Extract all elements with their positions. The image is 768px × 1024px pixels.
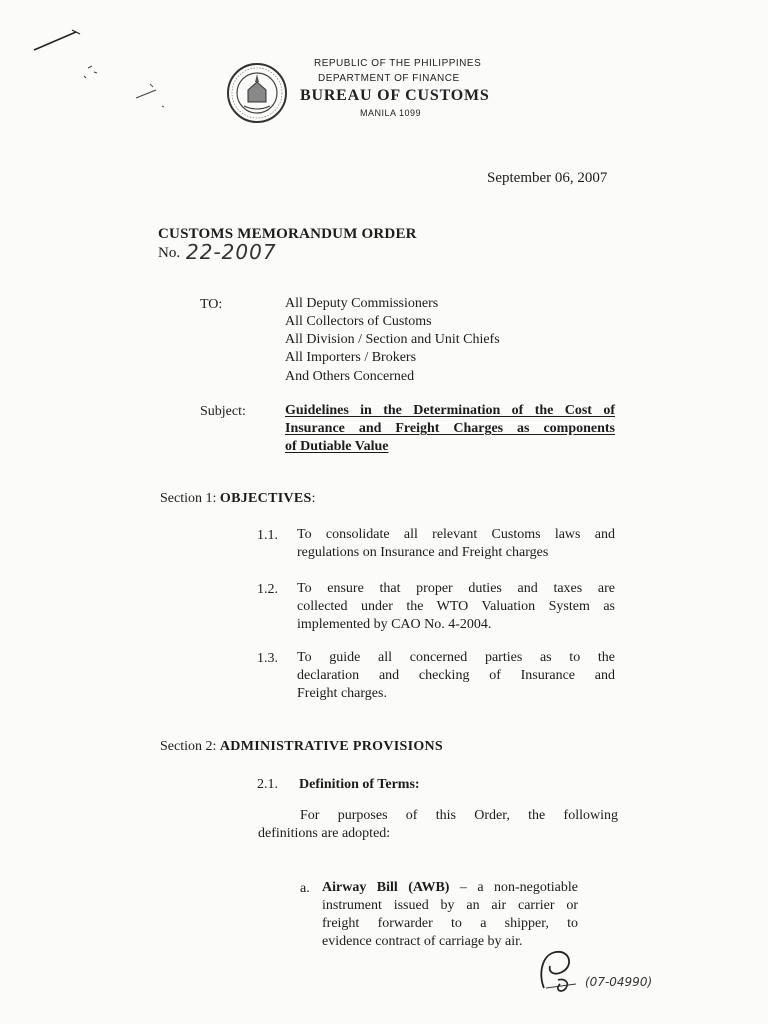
item-number: 1.1. <box>257 528 278 543</box>
item-text-line: implemented by CAO No. 4-2004. <box>297 617 492 632</box>
definition-text-line: freight forwarder to a shipper, to <box>322 916 578 931</box>
letterhead-republic: REPUBLIC OF THE PHILIPPINES <box>314 58 482 69</box>
section-1-prefix: Section 1: <box>160 491 217 506</box>
handwritten-initials-icon <box>536 944 586 998</box>
letterhead-city: MANILA 1099 <box>360 108 422 118</box>
subject-line: Insurance and Freight Charges as components <box>285 421 615 436</box>
subject-line: of Dutiable Value <box>285 439 389 454</box>
subject-label: Subject: <box>200 404 246 419</box>
bureau-seal-icon <box>226 62 288 124</box>
section-1-title: OBJECTIVES <box>219 491 312 506</box>
definition-text-line: evidence contract of carriage by air. <box>322 934 523 949</box>
item-text-line: Freight charges. <box>297 686 387 701</box>
recipient-item: All Collectors of Customs <box>285 314 432 329</box>
definition-text-line: instrument issued by an air carrier or <box>322 898 578 913</box>
recipient-item: All Deputy Commissioners <box>285 296 439 311</box>
definition-term: Airway Bill (AWB) <box>322 880 450 895</box>
item-text-line: regulations on Insurance and Freight charges <box>297 545 549 560</box>
recipient-item: All Importers / Brokers <box>285 350 417 365</box>
section-2-prefix: Section 2: <box>160 739 217 754</box>
intro-line: definitions are adopted: <box>258 826 391 841</box>
pen-mark <box>28 24 178 114</box>
letterhead-department: DEPARTMENT OF FINANCE <box>318 73 460 84</box>
document-date: September 06, 2007 <box>487 170 608 186</box>
section-2-heading <box>160 739 443 755</box>
item-number: 1.2. <box>257 582 278 597</box>
definition-text: – a non-negotiable <box>449 880 578 895</box>
item-text-line: To consolidate all relevant Customs laws and <box>297 527 615 542</box>
handwritten-reference-note: (07-04990) <box>585 975 653 989</box>
to-label: TO: <box>200 297 223 312</box>
item-text-line: collected under the WTO Valuation System as <box>297 599 615 614</box>
recipient-item: All Division / Section and Unit Chiefs <box>285 332 500 347</box>
item-text-line: declaration and checking of Insurance and <box>297 668 615 683</box>
memo-number-handwritten: 22-2007 <box>186 240 277 264</box>
section-1-colon: : <box>311 491 316 506</box>
subsection-title: Definition of Terms: <box>299 777 420 792</box>
item-text-line: To ensure that proper duties and taxes are <box>297 581 615 596</box>
section-1-heading <box>160 491 315 507</box>
subsection-number: 2.1. <box>257 777 278 792</box>
item-number: 1.3. <box>257 651 278 666</box>
memo-title: CUSTOMS MEMORANDUM ORDER <box>158 226 417 242</box>
section-2-title: ADMINISTRATIVE PROVISIONS <box>219 739 444 754</box>
memo-number-label: No. <box>158 245 181 261</box>
intro-line: For purposes of this Order, the following <box>300 808 618 823</box>
definition-first-line <box>322 880 578 896</box>
subject-line: Guidelines in the Determination of the Cost of <box>285 403 615 418</box>
recipient-item: And Others Concerned <box>285 369 415 384</box>
definition-letter: a. <box>300 881 310 896</box>
item-text-line: To guide all concerned parties as to the <box>297 650 615 665</box>
letterhead-bureau: BUREAU OF CUSTOMS <box>300 87 490 104</box>
